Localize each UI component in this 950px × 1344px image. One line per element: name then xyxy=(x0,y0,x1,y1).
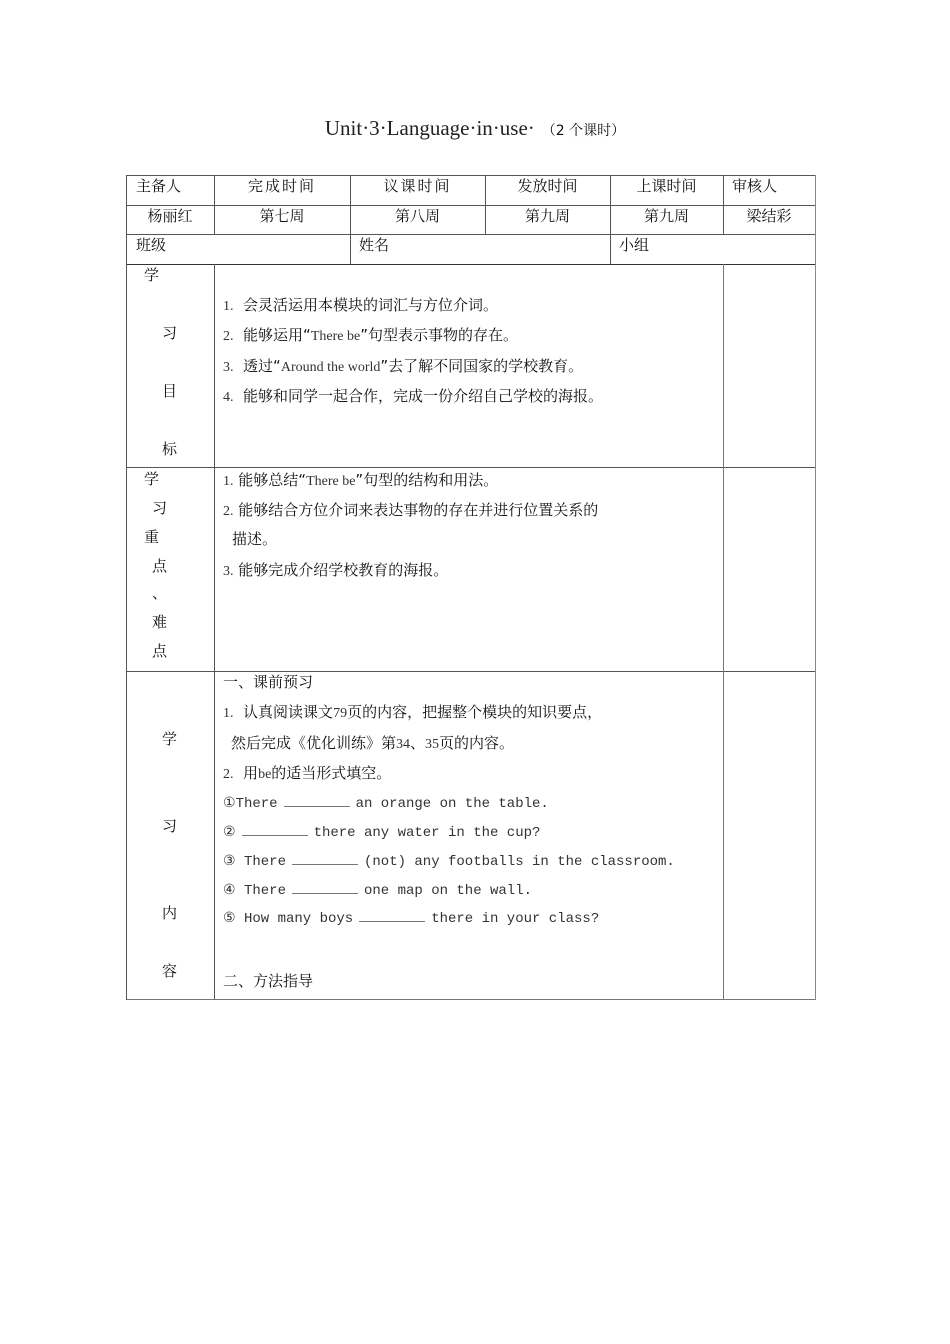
exercise-item: ② there any water in the cup? xyxy=(223,825,541,841)
fill-blank[interactable] xyxy=(292,881,358,894)
keypoint-item: 2. 能够结合方位介词来表达事物的存在并进行位置关系的 xyxy=(223,501,599,519)
value-class-time: 第九周 xyxy=(643,207,689,225)
fill-blank[interactable] xyxy=(359,909,425,922)
header-discuss-time: 议课时间 xyxy=(383,177,452,195)
section-preview-heading: 一、课前预习 xyxy=(223,673,314,691)
keypoints-label-char: 点 xyxy=(152,642,168,660)
value-preparer: 杨丽红 xyxy=(147,207,193,225)
header-preparer: 主备人 xyxy=(136,177,182,195)
document-title xyxy=(0,116,950,141)
objectives-label-char: 标 xyxy=(162,440,178,458)
fill-blank[interactable] xyxy=(242,823,308,836)
keypoints-label-char: 、 xyxy=(152,584,168,602)
row-divider xyxy=(126,264,815,265)
preview-task-1: 1. 认真阅读课文79页的内容，把握整个模块的知识要点， xyxy=(223,703,603,721)
objectives-label-char: 学 xyxy=(144,266,160,284)
fill-blank[interactable] xyxy=(284,794,350,807)
value-complete-time: 第七周 xyxy=(259,207,305,225)
col-divider xyxy=(723,264,724,999)
table-border-right xyxy=(815,175,816,1000)
header-class-time: 上课时间 xyxy=(636,177,697,195)
content-label-char: 容 xyxy=(162,962,178,980)
objectives-label-char: 目 xyxy=(162,382,178,400)
preview-task-1-continuation: 然后完成《优化训练》第34、35页的内容。 xyxy=(231,734,515,752)
keypoints-label-char: 重 xyxy=(144,528,160,546)
class-label: 班级 xyxy=(136,236,167,254)
group-label: 小组 xyxy=(619,236,650,254)
exercise-item: ③ There (not) any footballs in the classroom. xyxy=(223,854,675,870)
keypoint-item-continuation: 描述。 xyxy=(232,530,278,548)
objective-item: 2. 能够运用“There be”句型表示事物的存在。 xyxy=(223,326,518,344)
keypoints-label-char: 点 xyxy=(152,557,168,575)
content-label-char: 内 xyxy=(162,904,178,922)
content-label-char: 学 xyxy=(162,730,178,748)
keypoints-label-char: 习 xyxy=(152,499,168,517)
keypoints-label-char: 难 xyxy=(152,613,168,631)
preview-task-2: 2. 用be的适当形式填空。 xyxy=(223,764,392,782)
section-method-heading: 二、方法指导 xyxy=(223,972,314,990)
value-discuss-time: 第八周 xyxy=(394,207,440,225)
fill-blank[interactable] xyxy=(292,852,358,865)
value-distribute-time: 第九周 xyxy=(524,207,570,225)
objectives-label-char: 习 xyxy=(162,324,178,342)
objective-item: 4. 能够和同学一起合作，完成一份介绍自己学校的海报。 xyxy=(223,387,604,405)
row-divider xyxy=(126,234,815,235)
keypoints-label-char: 学 xyxy=(144,470,160,488)
objective-item: 1. 会灵活运用本模块的词汇与方位介词。 xyxy=(223,296,499,314)
value-reviewer: 梁结彩 xyxy=(746,207,792,225)
title-main: Unit·3·Language·in·use· xyxy=(324,116,535,140)
table-border-bottom xyxy=(126,999,816,1000)
exercise-item: ④ There one map on the wall. xyxy=(223,883,533,899)
table-border-left xyxy=(126,175,127,1000)
objective-item: 3. 透过“Around the world”去了解不同国家的学校教育。 xyxy=(223,357,584,375)
header-distribute-time: 发放时间 xyxy=(517,177,578,195)
keypoint-item: 3. 能够完成介绍学校教育的海报。 xyxy=(223,561,449,579)
keypoint-item: 1. 能够总结“There be”句型的结构和用法。 xyxy=(223,471,499,489)
content-label-char: 习 xyxy=(162,817,178,835)
lesson-plan-table xyxy=(126,175,815,999)
exercise-item: ①There an orange on the table. xyxy=(223,796,549,812)
col-divider xyxy=(214,264,215,999)
header-complete-time: 完成时间 xyxy=(247,177,316,195)
name-label: 姓名 xyxy=(359,236,390,254)
exercise-item: ⑤ How many boys there in your class? xyxy=(223,911,600,927)
title-sub: （2 个课时） xyxy=(548,123,626,139)
row-divider xyxy=(126,467,815,468)
header-reviewer: 审核人 xyxy=(732,177,778,195)
